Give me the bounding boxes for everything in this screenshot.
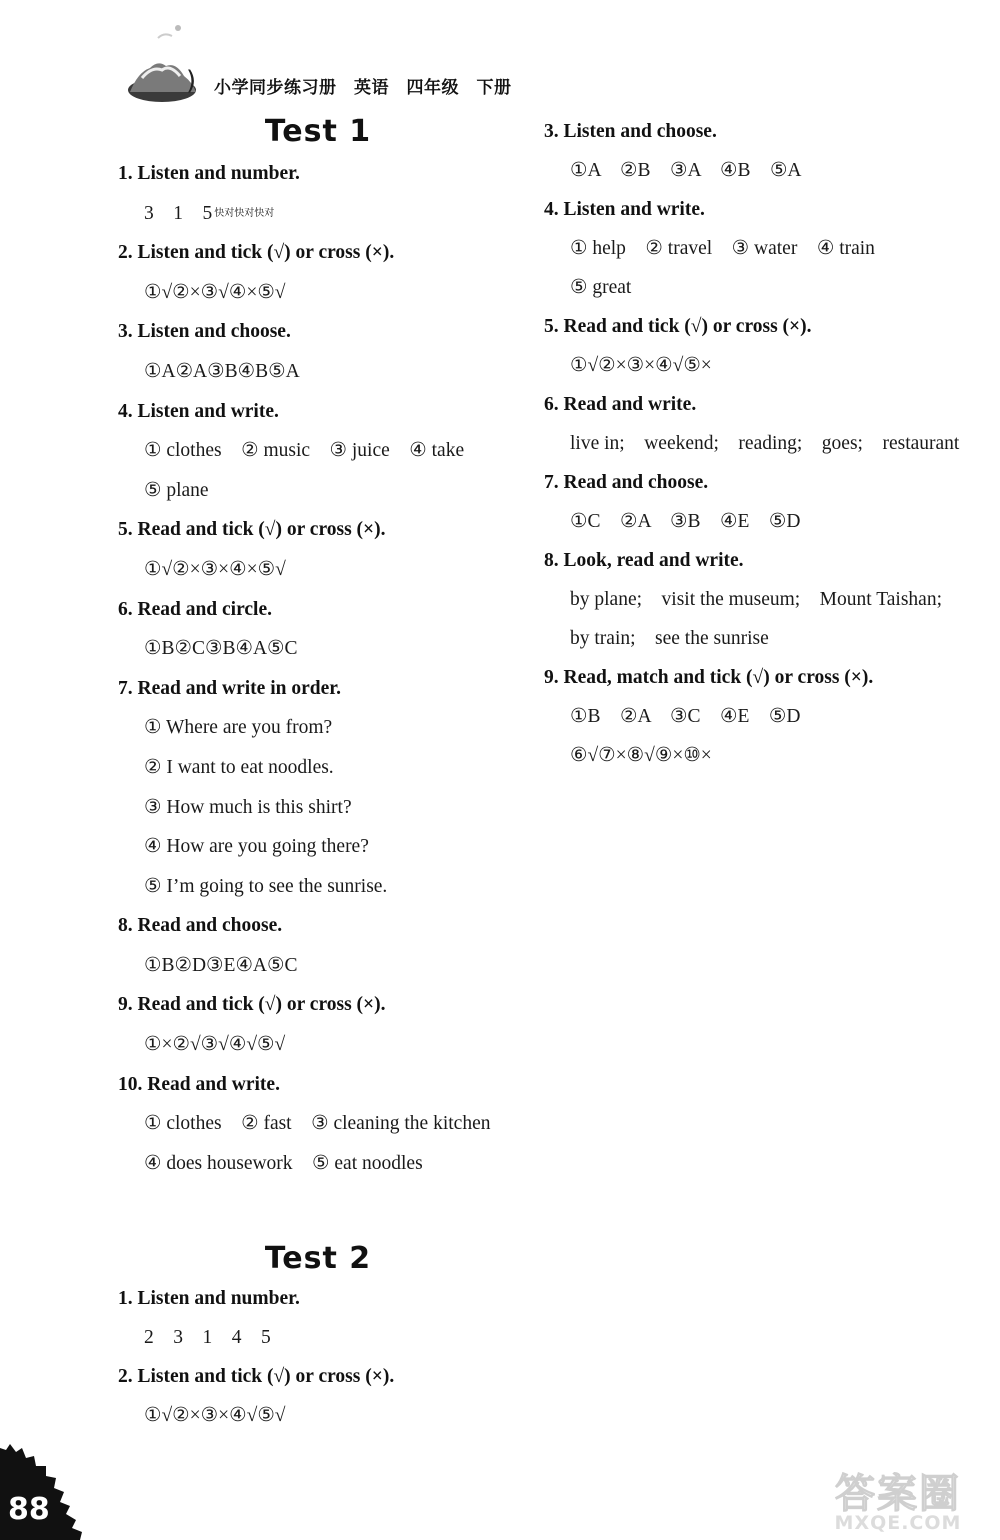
answer-text: ① clothes ② music ③ juice ④ take: [144, 440, 465, 462]
question-block: [118, 906, 518, 985]
right-column: [544, 112, 964, 775]
left-column: [118, 112, 518, 1435]
answer-line: [544, 229, 964, 268]
answer-text: ② I want to eat noodles.: [144, 756, 334, 778]
answer-line: [544, 502, 964, 541]
question-heading: 6. Read and write.: [544, 394, 697, 415]
answer-text: ① help ② travel ③ water ④ train: [570, 238, 875, 259]
question-heading: 6. Read and circle.: [118, 598, 273, 620]
answer-text: ⑤ great: [570, 277, 632, 298]
answer-line: [118, 1144, 518, 1184]
answer-line: [118, 273, 518, 313]
question-heading: 4. Listen and write.: [544, 199, 705, 220]
answer-line: [544, 424, 964, 463]
answer-text: ①√②×③×④√⑤×: [570, 355, 712, 376]
question-block: [544, 385, 964, 463]
answer-line: [544, 697, 964, 736]
page-number: 88: [8, 1492, 50, 1527]
answer-text: ④ does housework ⑤ eat noodles: [144, 1152, 423, 1174]
question-block: [118, 510, 518, 589]
answer-text: by train; see the sunrise: [570, 628, 769, 649]
answer-line: [118, 471, 518, 511]
answer-text: ⑤ I’m going to see the sunrise.: [144, 875, 388, 897]
faint-note: 快对快对快对: [214, 208, 275, 220]
answer-line: [118, 1318, 518, 1357]
question-heading: 1. Listen and number.: [118, 163, 300, 184]
question-heading: 9. Read and tick (√) or cross (×).: [118, 994, 386, 1016]
answer-text: ③ How much is this shirt?: [144, 796, 352, 818]
answer-line: [118, 550, 518, 590]
question-block: [544, 190, 964, 307]
question-block: [544, 541, 964, 658]
answer-line: [544, 736, 964, 775]
question-block: [118, 154, 518, 233]
test-2-left-sections: [118, 1279, 518, 1435]
question-heading: 4. Listen and write.: [118, 400, 279, 422]
question-block: [118, 1279, 518, 1357]
question-heading: 3. Listen and choose.: [544, 121, 717, 142]
answer-line: [118, 1104, 518, 1144]
question-block: [118, 985, 518, 1064]
question-heading: 1. Listen and number.: [118, 1288, 300, 1310]
question-block: [544, 307, 964, 385]
answer-text: ⑤ plane: [144, 479, 209, 501]
test-1-sections: [118, 154, 518, 1183]
question-block: [118, 1065, 518, 1184]
answer-text: live in; weekend; reading; goes; restaurant: [570, 433, 960, 454]
answer-line: [118, 194, 518, 234]
answer-line: [118, 867, 518, 907]
answer-line: [118, 827, 518, 867]
answer-line: [118, 748, 518, 788]
answer-line: [118, 352, 518, 392]
question-block: [544, 112, 964, 190]
answer-text: ①A②A③B④B⑤A: [144, 360, 300, 382]
test-2-right-sections: [544, 112, 964, 775]
answer-text: 3 1 5: [144, 202, 213, 224]
question-heading: 2. Listen and tick (√) or cross (×).: [118, 1366, 395, 1388]
answer-text: ⑥√⑦×⑧√⑨×⑩×: [570, 745, 712, 766]
question-heading: 7. Read and choose.: [544, 472, 709, 493]
answer-text: ①√②×③√④×⑤√: [144, 281, 286, 303]
answer-text: ①B ②A ③C ④E ⑤D: [570, 706, 801, 727]
answer-text: ①B②C③B④A⑤C: [144, 638, 298, 660]
question-heading: 8. Look, read and write.: [544, 550, 744, 571]
answer-text: ① Where are you from?: [144, 717, 333, 739]
answer-line: [118, 1025, 518, 1065]
answer-line: [118, 431, 518, 471]
question-block: [118, 312, 518, 391]
answer-line: [544, 268, 964, 307]
answer-text: ①A ②B ③A ④B ⑤A: [570, 160, 802, 181]
question-block: [118, 590, 518, 669]
answer-line: [544, 151, 964, 190]
test-2-title: Test 2: [264, 1241, 372, 1277]
answer-line: [118, 946, 518, 986]
question-block: [118, 233, 518, 312]
book-title: 小学同步练习册 英语 四年级 下册: [214, 78, 512, 98]
question-heading: 9. Read, match and tick (√) or cross (×).: [544, 667, 874, 688]
question-block: [544, 463, 964, 541]
answer-text: ④ How are you going there?: [144, 836, 369, 858]
answer-text: ①√②×③×④√⑤√: [144, 1405, 286, 1427]
answer-text: 2 3 1 4 5: [144, 1327, 271, 1349]
answer-text: ① clothes ② fast ③ cleaning the kitchen: [144, 1113, 491, 1135]
answer-line: [544, 346, 964, 385]
answer-text: ①√②×③×④×⑤√: [144, 558, 286, 580]
answer-text: ①×②√③√④√⑤√: [144, 1034, 286, 1056]
question-heading: 10. Read and write.: [118, 1073, 280, 1095]
question-block: [118, 669, 518, 907]
answer-line: [118, 788, 518, 828]
answer-text: ①C ②A ③B ④E ⑤D: [570, 511, 801, 532]
test-1-title: Test 1: [264, 114, 372, 149]
question-block: [544, 658, 964, 775]
question-block: [118, 392, 518, 511]
question-heading: 2. Listen and tick (√) or cross (×).: [118, 242, 395, 264]
answer-line: [544, 619, 964, 658]
watermark: [800, 1462, 996, 1538]
question-heading: 5. Read and tick (√) or cross (×).: [118, 519, 386, 541]
answer-text: ①B②D③E④A⑤C: [144, 954, 298, 976]
question-heading: 3. Listen and choose.: [118, 321, 291, 343]
question-heading: 8. Read and choose.: [118, 915, 283, 937]
question-heading: 5. Read and tick (√) or cross (×).: [544, 316, 812, 337]
answer-line: [118, 1396, 518, 1435]
answer-line: [544, 580, 964, 619]
question-block: [118, 1357, 518, 1435]
answer-text: by plane; visit the museum; Mount Taishan;: [570, 589, 942, 610]
answer-line: [118, 629, 518, 669]
watermark-url: MXQE.COM: [834, 1512, 962, 1534]
question-heading: 7. Read and write in order.: [118, 677, 341, 699]
answer-line: [118, 708, 518, 748]
header-bracket: ): [186, 66, 197, 96]
watermark-logo-text: 答案圈: [835, 1471, 961, 1517]
